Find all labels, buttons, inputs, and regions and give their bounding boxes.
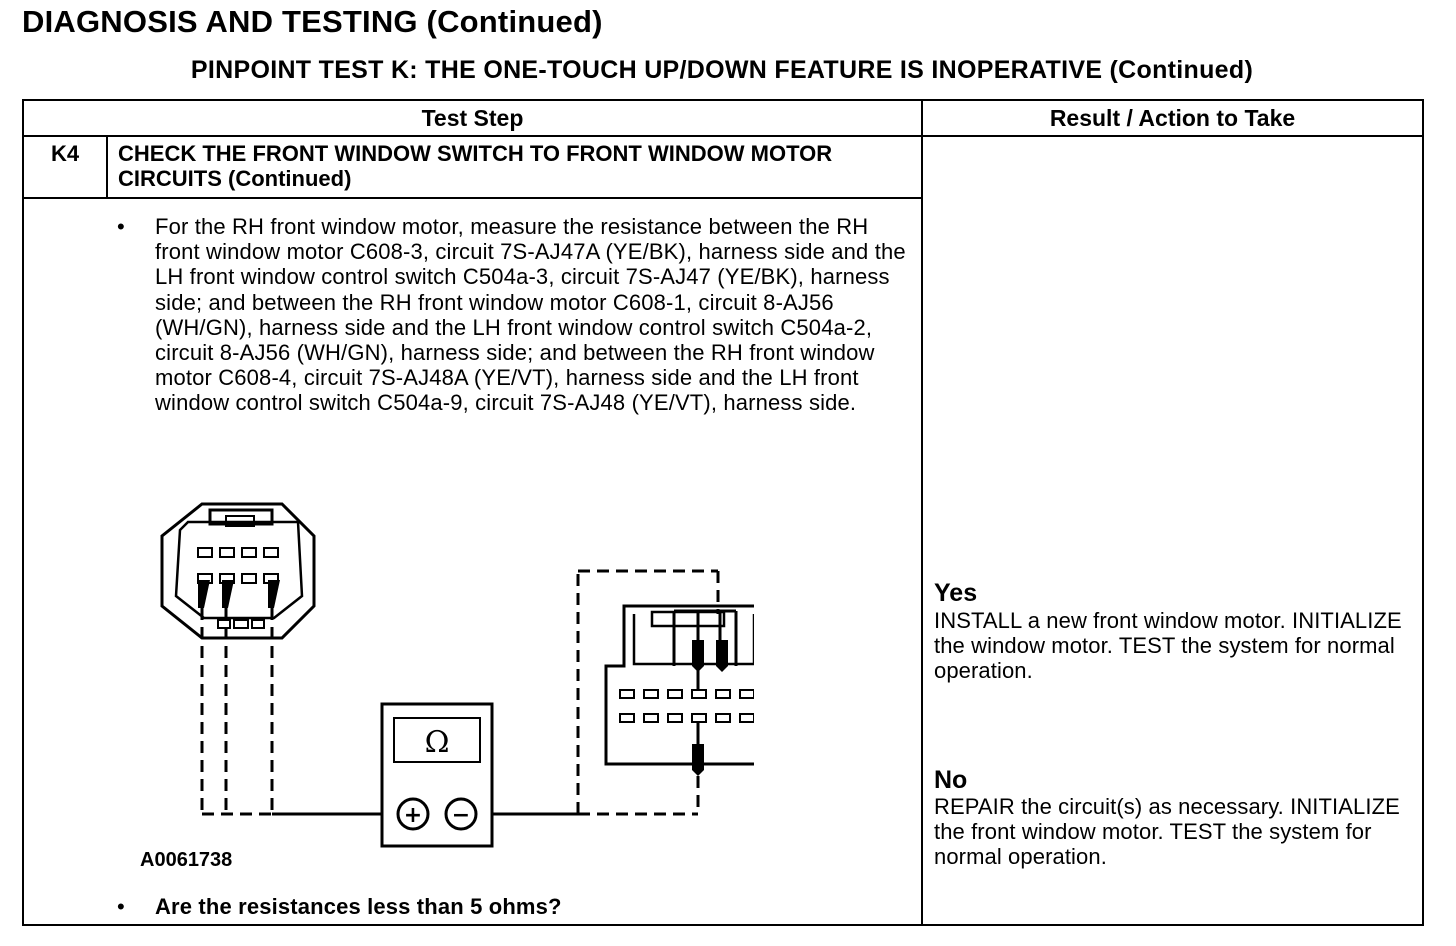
ohmmeter-minus-label: − — [451, 803, 471, 828]
column-divider — [921, 101, 923, 924]
step-title: CHECK THE FRONT WINDOW SWITCH TO FRONT WINDOW MOTOR CIRCUITS (Continued) — [118, 141, 833, 191]
bullet-icon: • — [117, 894, 125, 919]
bullet-icon: • — [117, 214, 125, 239]
switch-connector-housing — [606, 606, 754, 764]
step-id-divider — [106, 137, 108, 197]
step-id: K4 — [50, 141, 80, 166]
step-instruction: For the RH front window motor, measure the resistance between the RH front window motor C608-3, circuit 7S-AJ47A (YE/BK), harness side and the LH front window control switch C504a-3, circuit 7S-AJ47 (YE/BK), harness side; and between the RH front window motor C608-1, circuit 8-AJ56 (WH/GN), harness side and the LH front window control switch C504a-2, circuit 8-AJ56 (WH/GN), harness side; and between the RH front window motor C608-4, circuit 7S-AJ48A (YE/VT), harness side and the LH front window control switch C504a-9, circuit 7S-AJ48 (YE/VT), harness side. — [155, 214, 906, 416]
page-title: DIAGNOSIS AND TESTING (Continued) — [22, 4, 603, 39]
test-table — [22, 99, 1424, 926]
pinpoint-test-title: PINPOINT TEST K: THE ONE-TOUCH UP/DOWN FEATURE IS INOPERATIVE (Continued) — [190, 56, 1254, 84]
motor-connector-probes — [198, 580, 280, 608]
result-no-action: REPAIR the circuit(s) as necessary. INITIALIZE the front window motor. TEST the system for normal operation. — [934, 794, 1400, 869]
header-divider — [24, 135, 1422, 137]
switch-connector-probe-wires — [674, 611, 736, 748]
result-no-label: No — [934, 766, 968, 794]
header-result-action: Result / Action to Take — [1049, 105, 1296, 131]
ohmmeter-plus-label: + — [403, 803, 423, 828]
switch-connector-probes — [692, 640, 728, 776]
header-test-step: Test Step — [421, 105, 524, 131]
switch-connector-latch — [652, 612, 724, 626]
step-question: Are the resistances less than 5 ohms? — [155, 894, 562, 919]
connector-wiring-diagram — [154, 496, 754, 856]
result-yes-action: INSTALL a new front window motor. INITIALIZE the window motor. TEST the system for normal operation. — [934, 608, 1402, 683]
ohmmeter-ohm-symbol: Ω — [424, 725, 450, 760]
figure-id: A0061738 — [140, 849, 233, 871]
result-yes-label: Yes — [934, 579, 978, 607]
motor-connector-inner — [176, 522, 302, 618]
step-title-divider — [24, 197, 921, 199]
